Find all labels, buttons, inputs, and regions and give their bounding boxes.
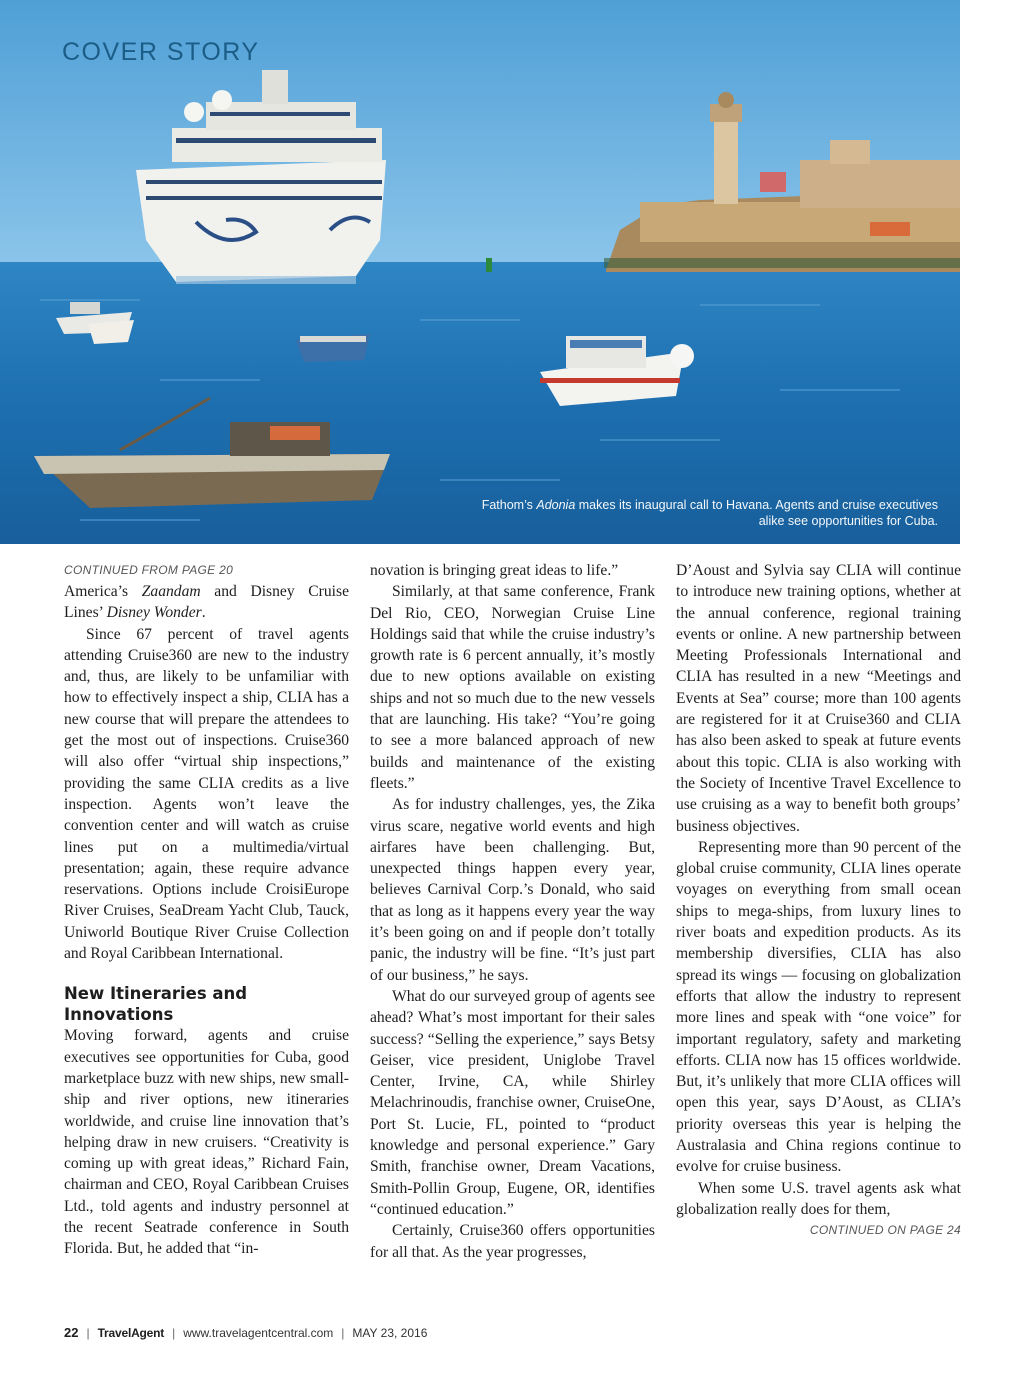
havana-harbor-illustration xyxy=(0,0,960,544)
paragraph: As for industry challenges, yes, the Zika virus scare, negative world events and high airfares have been challenging. But, unexpected things happen every year, believes Carnival Corp.’s Donald, who said that as long as it happens every year the way it’s been going on and if people don’t totally panic, the industry will be fine. “It’s just part of our business,” he says. xyxy=(370,796,655,984)
issue-date: MAY 23, 2016 xyxy=(352,1326,428,1340)
paragraph: Moving forward, agents and cruise executives see opportunities for Cuba, good marketplace buzz with new ships, new small-ship and river options, new itineraries worldwide, and cruise line innovation that’s helping draw in new cruisers. “Creativity is coming up with great ideas,” Richard Fain, chairman and CEO, Royal Caribbean Cruises Ltd., told agents and industry personnel at the recent Seatrade conference in South Florida. But, he added that “in- xyxy=(64,1027,349,1258)
ship-name: Zaandam xyxy=(141,583,201,600)
text-run: America’s xyxy=(64,583,142,600)
text-run: . xyxy=(201,604,206,622)
article-column-1 xyxy=(64,560,349,1260)
paragraph: novation is bringing great ideas to life.” xyxy=(370,562,619,579)
channel-buoy xyxy=(486,258,492,272)
section-label: COVER STORY xyxy=(62,38,260,66)
continued-from-label: CONTINUED FROM PAGE 20 xyxy=(64,563,234,577)
article-column-2 xyxy=(370,560,655,1263)
paragraph: Since 67 percent of travel agents attending Cruise360 are new to the industry and, thus, are likely to be unfamiliar with how to effectively inspect a ship, CLIA has a new course that will prepare the attendees to get the most out of inspections. Cruise360 will also offer “virtual ship inspections,” providing the same CLIA credits as a live inspection. Agents won’t leave the convention center and will watch as cruise lines put on a multimedia/virtual presentation; again, these require advance reservations. Options include CroisiEurope River Cruises, SeaDream Yacht Club, Tauck, Uniworld Boutique River Cruise Collection and Royal Caribbean International. xyxy=(64,625,349,963)
paragraph: Certainly, Cruise360 offers opportunities for all that. As the year progresses, xyxy=(370,1222,655,1261)
article-column-3 xyxy=(676,560,961,1240)
footer-separator: | xyxy=(172,1326,176,1340)
page-number: 22 xyxy=(64,1325,79,1340)
paragraph: D’Aoust and Sylvia say CLIA will continue to introduce new training options, whether at the annual conference, regional training events or online. A new partnership between Meeting Professionals International and CLIA has resulted in a new “Meetings and Events at Sea” course; more than 100 agents are registered for it at Cruise360 and CLIA has also been asked to speak at future events about this topic. CLIA is also working with the Society of Incentive Travel Excellence to use cruising as a way to benefit both groups’ business objectives. xyxy=(676,562,961,835)
paragraph: What do our surveyed group of agents see ahead? What’s most important for their sales success? “Selling the experience,” says Betsy Geiser, vice president, Uniglobe Travel Center, Irvine, CA, while Shirley Melachrinoudis, franchise owner, CruiseOne, Port St. Lucie, FL, pointed to “product knowledge and personal experience.” Gary Smith, franchise owner, Dream Vacations, Smith-Pollin Group, Eugene, OR, identifies “continued education.” xyxy=(370,987,655,1218)
magazine-brand: TravelAgent xyxy=(97,1326,165,1340)
caption-prefix: Fathom’s xyxy=(481,498,537,512)
footer-separator: | xyxy=(86,1326,90,1340)
footer-separator: | xyxy=(341,1326,345,1340)
paragraph: Representing more than 90 percent of the global cruise community, CLIA lines operate voyages on everything from small ocean ships to mega-ships, from luxury lines to river boats and expedition products. As its membership diversifies, CLIA has also spread its wings — focusing on globalization efforts that allow the industry to represent more lines and speak with “one voice” for important regulatory, safety and marketing efforts. CLIA now has 15 offices worldwide. But, it’s unlikely that more CLIA offices will open this year, says D’Aoust, as CLIA’s priority overseas this year is helping the Australasia and China regions continue to evolve for cruise business. xyxy=(676,838,961,1176)
text-run: and Disney Cruise Lines’ xyxy=(64,583,349,622)
caption-ship-name: Adonia xyxy=(536,498,576,512)
paragraph: When some U.S. travel agents ask what globalization really does for them, xyxy=(676,1179,961,1218)
page-footer xyxy=(64,1325,427,1340)
cover-photo xyxy=(0,0,960,544)
paragraph: Similarly, at that same conference, Frank Del Rio, CEO, Norwegian Cruise Line Holdings said that while the cruise industry’s growth rate is 6 percent annually, it’s mostly due to new options available on existing ships and not so much due to the new vessels that are launching. His take? “You’re going to see a more balanced approach of new builds and maintenance of the existing fleets.” xyxy=(370,583,655,792)
paragraph xyxy=(64,581,349,624)
ship-name: Disney Wonder xyxy=(106,604,202,622)
continued-on-label: CONTINUED ON PAGE 24 xyxy=(809,1223,961,1238)
caption-text: makes its inaugural call to Havana. Agents and cruise executives alike see opportunities for Cuba. xyxy=(575,498,938,528)
website-url: www.travelagentcentral.com xyxy=(183,1326,334,1340)
subhead: New Itineraries and Innovations xyxy=(64,984,248,1025)
small-boat-blue xyxy=(296,334,370,362)
photo-caption xyxy=(478,497,938,529)
